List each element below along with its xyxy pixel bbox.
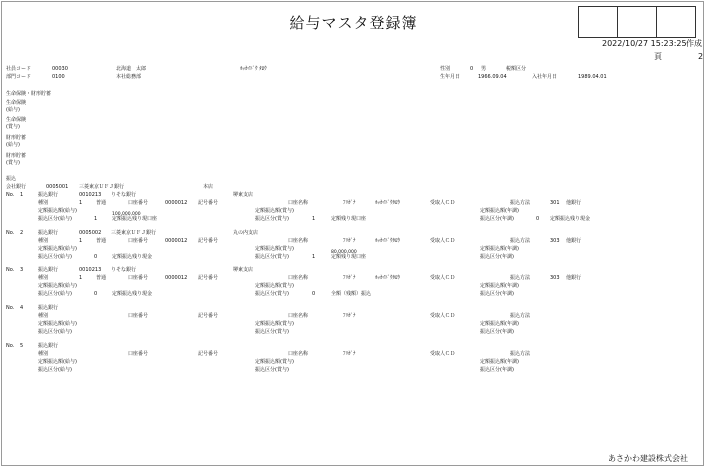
kana-value: ﾎｯｶｲﾄﾞｳﾀﾛｳ [375, 275, 401, 281]
dept-name: 本社総務部 [116, 74, 142, 80]
class-bonus-label: 振込区分(賞与) [255, 216, 289, 222]
account-no: 0000012 [165, 275, 188, 281]
birth-date: 1966.09.04 [478, 74, 507, 80]
account-no-label: 口座番号 [128, 351, 149, 357]
method-code: 301 [550, 200, 560, 206]
class-salary-value: 定額振込残り現金 [112, 291, 153, 297]
transfer-heading: 振込 [6, 176, 17, 182]
type-label: 種別 [38, 275, 49, 281]
class-bonus-label: 振込区分(賞与) [255, 291, 289, 297]
fixed-salary-value: 100,000,000 [112, 212, 141, 217]
account-name-label: 口座名称 [288, 351, 309, 357]
class-year-label: 振込区分(年調) [480, 216, 514, 222]
method-code: 303 [550, 238, 560, 244]
entry-no: 3 [20, 267, 24, 273]
bank-branch: 堺東支店 [233, 192, 254, 198]
type-label: 種別 [38, 313, 49, 319]
symbol-label: 記号番号 [198, 200, 219, 206]
bank-name: りそな銀行 [111, 267, 137, 273]
account-name-label: 口座名称 [288, 238, 309, 244]
payee-cd-label: 受取人ＣＤ [430, 200, 456, 206]
class-bonus-label: 振込区分(賞与) [255, 329, 289, 335]
life-insurance-bonus: 生命保険 (賞与) [6, 117, 27, 130]
class-bonus-code: 1 [312, 216, 316, 222]
symbol-label: 記号番号 [198, 238, 219, 244]
fixed-salary-label: 定額振込額(給与) [38, 246, 77, 252]
account-name-label: 口座名称 [288, 313, 309, 319]
class-salary-value: 定額振込残り現金 [112, 254, 153, 260]
method-name: 他銀行 [566, 238, 582, 244]
class-salary-label: 振込区分(給与) [38, 367, 72, 373]
method-label: 振込方法 [510, 351, 531, 357]
dept-code-label: 部門コード [6, 74, 32, 80]
stamp-box [656, 6, 696, 38]
entry-no: 2 [20, 230, 24, 236]
bank-code: 0010213 [79, 192, 102, 198]
employee-name: 北海道 太郎 [116, 66, 147, 72]
account-no: 0000012 [165, 238, 188, 244]
gender-value: 男 [481, 66, 487, 72]
payee-cd-label: 受取人ＣＤ [430, 313, 456, 319]
page-frame [1, 1, 704, 466]
type-name: 普通 [96, 275, 107, 281]
method-name: 他銀行 [566, 275, 582, 281]
type-name: 普通 [96, 200, 107, 206]
fixed-bonus-label: 定額振込額(賞与) [255, 208, 294, 214]
entry-no-label: No. [6, 267, 15, 273]
fixed-year-label: 定額振込額(年調) [480, 321, 519, 327]
insurance-heading: 生命保険・財形貯蓄 [6, 91, 52, 97]
class-salary-code: 0 [94, 291, 98, 297]
class-salary-label: 振込区分(給与) [38, 216, 72, 222]
method-label: 振込方法 [510, 200, 531, 206]
entry-no: 5 [20, 343, 24, 349]
entry-no: 1 [20, 192, 24, 198]
account-no-label: 口座番号 [128, 313, 149, 319]
entry-no-label: No. [6, 192, 15, 198]
fixed-bonus-value: 80,000,000 [331, 250, 357, 255]
fixed-year-label: 定額振込額(年調) [480, 246, 519, 252]
bank-code: 0005002 [79, 230, 102, 236]
kana-label: ﾌﾘｶﾞﾅ [343, 313, 356, 319]
entry-no: 4 [20, 305, 24, 311]
fixed-year-label: 定額振込額(年調) [480, 208, 519, 214]
class-salary-code: 1 [94, 216, 98, 222]
saving-bonus: 財形貯蓄 (賞与) [6, 153, 27, 166]
stamp-box [578, 6, 618, 38]
kana-label: ﾌﾘｶﾞﾅ [343, 238, 356, 244]
class-year-label: 振込区分(年調) [480, 367, 514, 373]
bank-label: 振込銀行 [38, 230, 59, 236]
method-name: 他銀行 [566, 200, 582, 206]
class-year-label: 振込区分(年調) [480, 291, 514, 297]
class-year-label: 振込区分(年調) [480, 329, 514, 335]
type-label: 種別 [38, 200, 49, 206]
class-bonus-code: 0 [312, 291, 316, 297]
bank-code: 0010213 [79, 267, 102, 273]
symbol-label: 記号番号 [198, 313, 219, 319]
birth-label: 生年月日 [440, 74, 461, 80]
fixed-salary-label: 定額振込額(給与) [38, 283, 77, 289]
class-salary-label: 振込区分(給与) [38, 291, 72, 297]
bank-name: 三菱東京ＵＦＪ銀行 [111, 230, 157, 236]
entry-no-label: No. [6, 305, 15, 311]
method-label: 振込方法 [510, 313, 531, 319]
kana-value: ﾎｯｶｲﾄﾞｳﾀﾛｳ [375, 200, 401, 206]
page-label: 頁 [654, 52, 662, 61]
class-salary-label: 振込区分(給与) [38, 254, 72, 260]
created-label: 作成 [686, 39, 702, 48]
created-datetime: 2022/10/27 15:23:25 [602, 39, 687, 48]
type-label: 種別 [38, 238, 49, 244]
account-no: 0000012 [165, 200, 188, 206]
fixed-salary-label: 定額振込額(給与) [38, 321, 77, 327]
type-label: 種別 [38, 351, 49, 357]
fixed-bonus-label: 定額振込額(賞与) [255, 246, 294, 252]
class-salary-label: 振込区分(給与) [38, 329, 72, 335]
bank-branch: 堺東支店 [233, 267, 254, 273]
account-name-label: 口座名称 [288, 200, 309, 206]
saving-salary: 財形貯蓄 (給与) [6, 135, 27, 148]
company-name: あさかわ建設株式会社 [608, 454, 688, 463]
kana-label: ﾌﾘｶﾞﾅ [343, 200, 356, 206]
employee-code: 00030 [52, 66, 68, 72]
account-name-label: 口座名称 [288, 275, 309, 281]
bank-label: 振込銀行 [38, 267, 59, 273]
class-bonus-code: 1 [312, 254, 316, 260]
company-bank-name: 三菱東京ＵＦＪ銀行 [79, 184, 125, 190]
method-label: 振込方法 [510, 238, 531, 244]
class-year-label: 振込区分(年調) [480, 254, 514, 260]
class-salary-code: 0 [94, 254, 98, 260]
employee-kana: ﾎｯｶｲﾄﾞｳ ﾀﾛｳ [240, 66, 267, 72]
class-year-value: 定額振込残り現金 [550, 216, 591, 222]
entry-no-label: No. [6, 343, 15, 349]
fixed-bonus-label: 定額振込額(賞与) [255, 321, 294, 327]
company-bank-label: 会社銀行 [6, 184, 27, 190]
class-bonus-value: 定額残り現口座 [331, 254, 367, 260]
hire-label: 入社年月日 [532, 74, 558, 80]
payee-cd-label: 受取人ＣＤ [430, 275, 456, 281]
company-bank-code: 0005001 [46, 184, 69, 190]
type-code: 1 [79, 200, 83, 206]
fixed-year-label: 定額振込額(年調) [480, 283, 519, 289]
company-bank-branch: 本店 [203, 184, 214, 190]
fixed-bonus-label: 定額振込額(賞与) [255, 359, 294, 365]
type-name: 普通 [96, 238, 107, 244]
bank-name: りそな銀行 [111, 192, 137, 198]
bank-label: 振込銀行 [38, 343, 59, 349]
class-bonus-label: 振込区分(賞与) [255, 254, 289, 260]
approval-stamp-boxes [579, 6, 696, 38]
kana-label: ﾌﾘｶﾞﾅ [343, 351, 356, 357]
fixed-year-label: 定額振込額(年調) [480, 359, 519, 365]
class-bonus-label: 振込区分(賞与) [255, 367, 289, 373]
fixed-salary-label: 定額振込額(給与) [38, 359, 77, 365]
account-no-label: 口座番号 [128, 238, 149, 244]
class-bonus-value: 全額（残額）振込 [331, 291, 372, 297]
hire-date: 1989.04.01 [578, 74, 607, 80]
class-salary-value: 定額振込残り現口座 [112, 216, 158, 222]
fixed-bonus-label: 定額振込額(賞与) [255, 283, 294, 289]
page-number: 2 [698, 52, 704, 61]
dept-code: 0100 [52, 74, 65, 80]
gender-label: 性別 [440, 66, 451, 72]
bank-label: 振込銀行 [38, 192, 59, 198]
page-title: 給与マスタ登録簿 [289, 14, 418, 32]
type-code: 1 [79, 238, 83, 244]
life-insurance-salary: 生命保険 (給与) [6, 100, 27, 113]
employee-code-label: 社員コード [6, 66, 32, 72]
gender-code: 0 [470, 66, 474, 72]
class-year-code: 0 [536, 216, 540, 222]
fixed-salary-label: 定額振込額(給与) [38, 208, 77, 214]
tax-class-label: 税額区分 [506, 66, 527, 72]
symbol-label: 記号番号 [198, 351, 219, 357]
entry-no-label: No. [6, 230, 15, 236]
kana-value: ﾎｯｶｲﾄﾞｳﾀﾛｳ [375, 238, 401, 244]
bank-label: 振込銀行 [38, 305, 59, 311]
method-label: 振込方法 [510, 275, 531, 281]
account-no-label: 口座番号 [128, 200, 149, 206]
symbol-label: 記号番号 [198, 275, 219, 281]
payee-cd-label: 受取人ＣＤ [430, 238, 456, 244]
method-code: 303 [550, 275, 560, 281]
account-no-label: 口座番号 [128, 275, 149, 281]
class-bonus-value: 定額残り現口座 [331, 216, 367, 222]
kana-label: ﾌﾘｶﾞﾅ [343, 275, 356, 281]
type-code: 1 [79, 275, 83, 281]
payee-cd-label: 受取人ＣＤ [430, 351, 456, 357]
bank-branch: 丸の内支店 [233, 230, 259, 236]
stamp-box [617, 6, 657, 38]
